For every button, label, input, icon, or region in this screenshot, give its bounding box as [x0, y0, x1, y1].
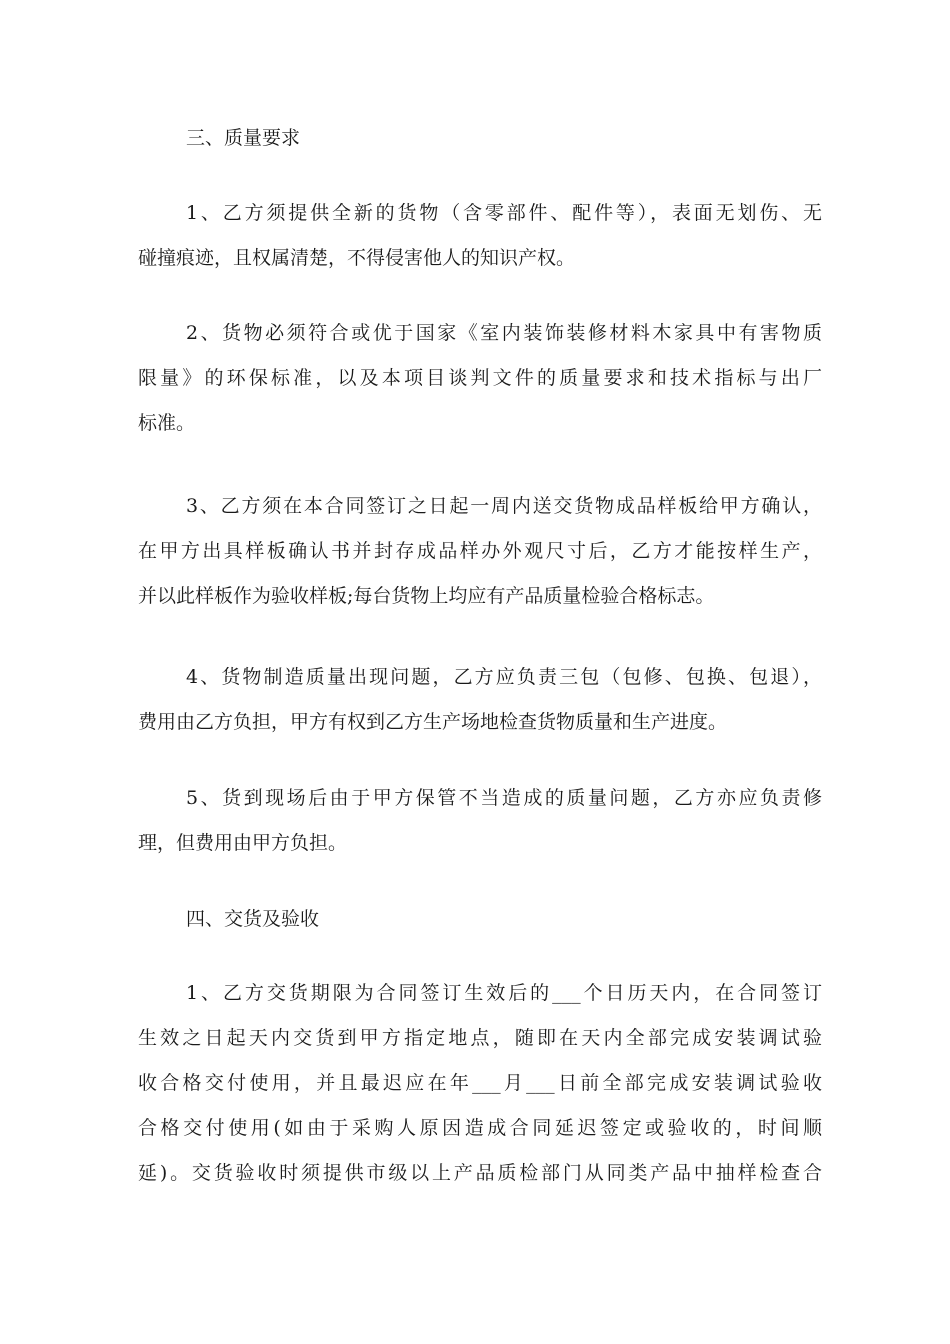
paragraph-quality-1: [138, 191, 822, 281]
text-line: 费用由乙方负担，甲方有权到乙方生产场地检查货物质量和生产进度。: [138, 711, 728, 733]
text-line: 限量》的环保标准，以及本项目谈判文件的质量要求和技术指标与出厂: [138, 367, 822, 389]
text-line: 理，但费用由甲方负担。: [138, 832, 348, 854]
text-line: 延)。交货验收时须提供市级以上产品质检部门从同类产品中抽样检查合: [138, 1162, 822, 1184]
text-line: 4、货物制造质量出现问题，乙方应负责三包（包修、包换、包退），: [186, 666, 822, 688]
text-line: 2、货物必须符合或优于国家《室内装饰装修材料木家具中有害物质: [186, 322, 822, 344]
paragraph-quality-4: [138, 655, 822, 745]
paragraph-quality-2: [138, 311, 822, 446]
text-line: 生效之日起天内交货到甲方指定地点，随即在天内全部完成安装调试验: [138, 1027, 822, 1049]
text-line: 标准。: [138, 412, 196, 434]
text-line: 三、质量要求: [186, 127, 301, 149]
text-line: 5、货到现场后由于甲方保管不当造成的质量问题，乙方亦应负责修: [186, 787, 822, 809]
text-line: 四、交货及验收: [186, 908, 320, 930]
text-line: 合格交付使用(如由于采购人原因造成合同延迟签定或验收的，时间顺: [138, 1117, 822, 1139]
paragraph-quality-3: [138, 484, 822, 619]
paragraph-delivery-1: [138, 971, 822, 1196]
paragraph-quality-5: [138, 776, 822, 866]
section-heading-quality: [138, 116, 822, 161]
text-line: 在甲方出具样板确认书并封存成品样办外观尺寸后，乙方才能按样生产，: [138, 540, 822, 562]
text-line: 1、乙方交货期限为合同签订生效后的___个日历天内，在合同签订: [186, 982, 822, 1004]
text-line: 并以此样板作为验收样板;每台货物上均应有产品质量检验合格标志。: [138, 585, 715, 607]
text-line: 1、乙方须提供全新的货物（含零部件、配件等），表面无划伤、无: [186, 202, 822, 224]
text-line: 3、乙方须在本合同签订之日起一周内送交货物成品样板给甲方确认，: [186, 495, 822, 517]
section-heading-delivery: [138, 897, 822, 942]
text-line: 收合格交付使用，并且最迟应在年___月___日前全部完成安装调试验收: [138, 1072, 822, 1094]
text-line: 碰撞痕迹，且权属清楚，不得侵害他人的知识产权。: [138, 247, 576, 269]
